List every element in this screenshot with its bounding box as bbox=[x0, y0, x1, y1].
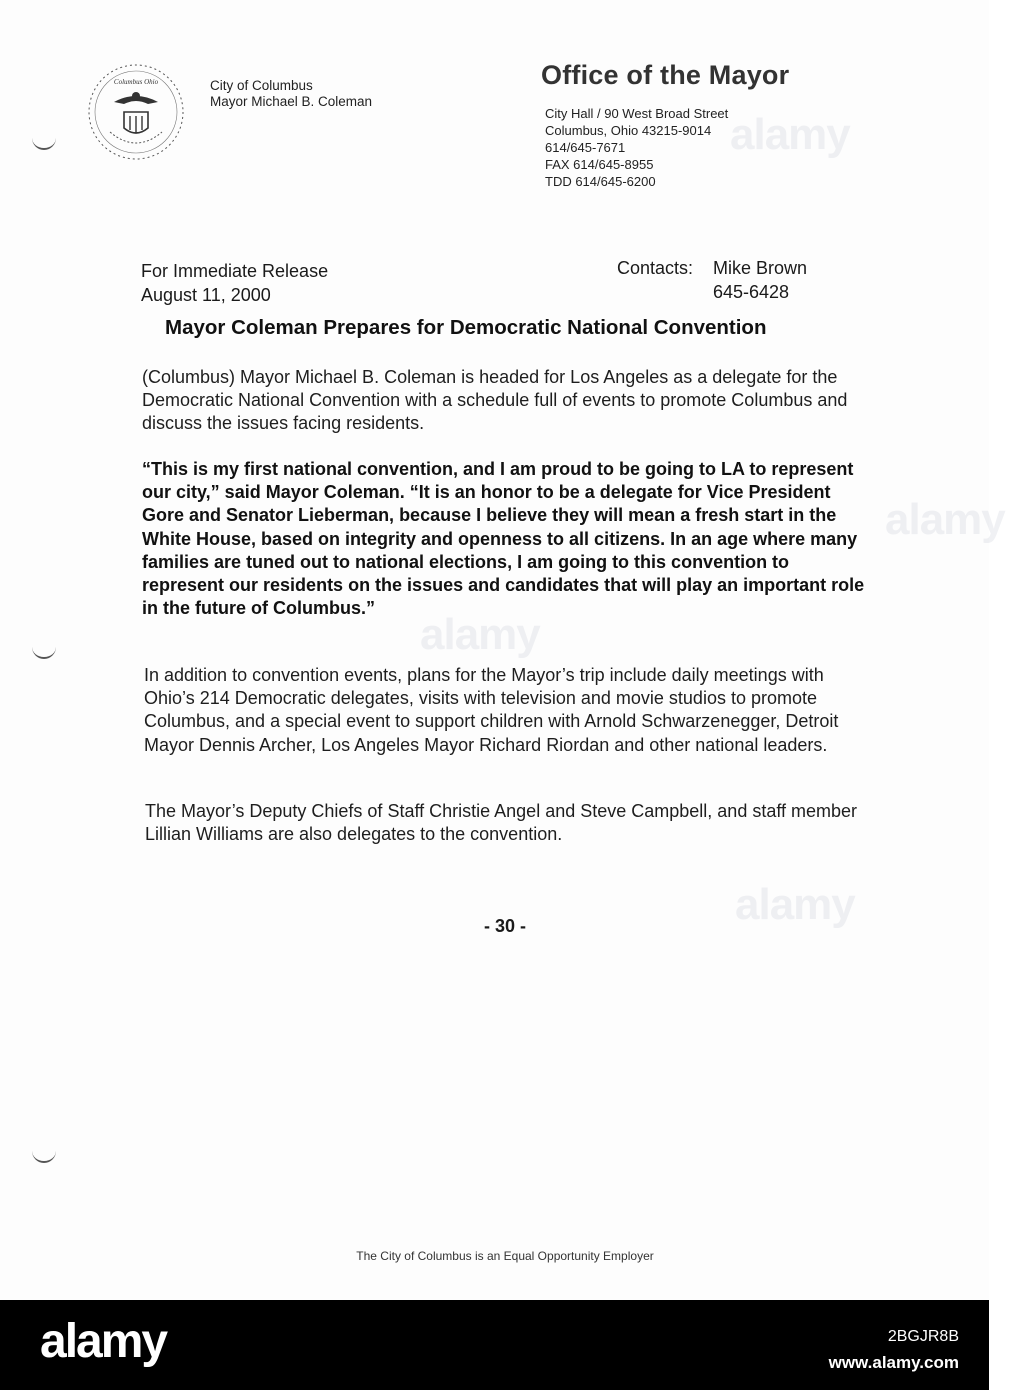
watermark: alamy bbox=[735, 880, 855, 929]
watermark: alamy bbox=[885, 495, 1005, 544]
watermark: alamy bbox=[730, 110, 850, 159]
contact-name: Mike Brown bbox=[713, 258, 808, 278]
org-name bbox=[210, 78, 372, 110]
paragraph-delegates: The Mayor’s Deputy Chiefs of Staff Christie Angel and Steve Campbell, and staff member Lillian Williams are also delegates to the convention. bbox=[145, 801, 858, 845]
contacts-block bbox=[617, 256, 807, 304]
contacts-label: Contacts: bbox=[617, 258, 694, 278]
paragraph-events: In addition to convention events, plans for the Mayor’s trip include daily meetings with Ohio’s 214 Democratic delegates, visits with television and movie studios to promote Columbus, and a special event to support children with Arnold Schwarzenegger, Detroit Mayor Dennis Archer, Los Angeles Mayor Richard Riordan and other national leaders. bbox=[144, 665, 839, 755]
image-id: 2BGJR8B bbox=[887, 1328, 959, 1345]
office-title: Office of the Mayor bbox=[541, 60, 790, 90]
end-mark: - 30 - bbox=[483, 916, 526, 936]
org-line: City of Columbus bbox=[210, 78, 313, 93]
phone-line: 614/645-7671 bbox=[545, 140, 626, 155]
image-credit bbox=[829, 1324, 959, 1376]
watermark-bar bbox=[0, 1300, 989, 1390]
alamy-logo: alamy bbox=[40, 1315, 167, 1368]
release-info bbox=[141, 259, 328, 307]
headline: Mayor Coleman Prepares for Democratic National Convention bbox=[165, 316, 767, 339]
city-seal-icon bbox=[86, 62, 186, 162]
release-date: August 11, 2000 bbox=[141, 285, 271, 305]
address-line: Columbus, Ohio 43215-9014 bbox=[545, 123, 712, 138]
binder-hole-icon bbox=[32, 645, 56, 659]
binder-hole-icon bbox=[32, 1149, 56, 1163]
release-label: For Immediate Release bbox=[141, 261, 329, 281]
svg-text:Columbus Ohio: Columbus Ohio bbox=[113, 78, 159, 86]
watermark-url: www.alamy.com bbox=[828, 1353, 959, 1372]
watermark: alamy bbox=[420, 610, 540, 659]
fax-line: FAX 614/645-8955 bbox=[545, 157, 654, 172]
address-block bbox=[545, 105, 728, 190]
mayor-name: Mayor Michael B. Coleman bbox=[210, 94, 373, 109]
tdd-line: TDD 614/645-6200 bbox=[545, 174, 656, 189]
paragraph-intro: (Columbus) Mayor Michael B. Coleman is headed for Los Angeles as a delegate for the Democratic National Convention with a schedule full of events to promote Columbus and discuss the issues facing residents. bbox=[142, 367, 848, 434]
footer-text: The City of Columbus is an Equal Opportunity Employer bbox=[356, 1249, 654, 1263]
address-line: City Hall / 90 West Broad Street bbox=[545, 106, 729, 121]
binder-hole-icon bbox=[32, 136, 56, 150]
contact-phone: 645-6428 bbox=[713, 282, 790, 302]
paragraph-quote: “This is my first national convention, and I am proud to be going to LA to represent our city,” said Mayor Coleman. “It is an honor to be a delegate for Vice President Gore and Senator Lieberman, because I believe they will mean a fresh start in the White House, based on integrity and openness to all citizens. In an age where many families are tuned out to national elections, I am going to this convention to represent our residents on the issues and candidates that will play an important role in the future of Columbus.” bbox=[142, 459, 865, 619]
